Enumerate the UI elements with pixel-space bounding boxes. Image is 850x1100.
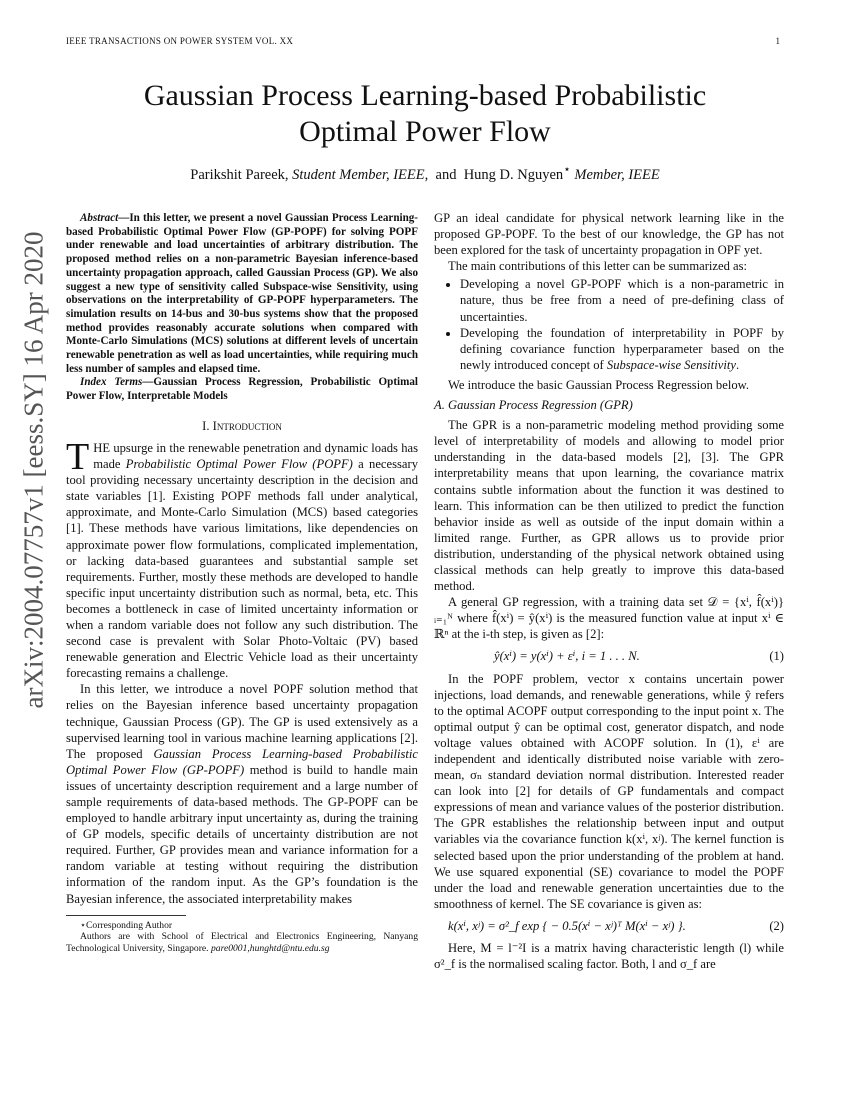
- arxiv-identifier: arXiv:2004.07757v1 [eess.SY] 16 Apr 2020: [18, 231, 49, 709]
- gpr-paragraph-1: The GPR is a non-parametric modeling method providing some level of interpretability of models and allowing to model prior understanding in the data-based models [2], [3]. The GPR interpretability means that upon learning, the covariance matrix contains subtle information about the function it was destined to learn. This information can be then utilized to predict the function behavior inside as well as outside of the input domain within a limited range. Further, as GPR allows us to provide prior distribution, understanding of the physical network obtained using classical methods can help greatly to improve this data-based method.: [434, 418, 784, 594]
- drop-cap: T: [66, 435, 90, 478]
- equation-1: [434, 648, 784, 664]
- index-terms-text: —Gaussian Process Regression, Probabilistic Optimal Power Flow, Interpretable Models: [66, 376, 418, 403]
- contribution-2-text: Developing the foundation of interpretability in POPF by defining covariance function hyperparameter based on the newly introduced concept of: [460, 325, 784, 372]
- intro-paragraph-2: [66, 681, 418, 906]
- left-column: [66, 212, 418, 954]
- popf-paragraph: In the POPF problem, vector x contains uncertain power injections, load demands, and renewable generations, while ŷ refers to the optimal ACOPF output corresponding to the input point x. The optimal output ŷ can be optimal cost, generator dispatch, and node voltage values obtained with ACOPF solution. In (1), εⁱ are independent and identically distributed noise variable with zero-mean, σₙ standard deviation normal distribution. Interested reader can look into [2] for details of GP fundamentals and compact expressions of mean and variance values of the posterior distribution. The GPR establishes the relationship between input and output variables via the covariance function k(xⁱ, xʲ). The kernel function is selected based upon the prior understanding of the problem at hand. We use squared exponential (SE) covariance to model the POPF under the load and renewable generation uncertainties due to the smoothness of kernel. The SE covariance is given as:: [434, 671, 784, 911]
- abstract-label: Abstract: [80, 212, 119, 224]
- author-emails: pare0001,hunghtd@ntu.edu.sg: [210, 942, 330, 954]
- contribution-item-2: [460, 325, 784, 373]
- author-1-role: Student Member, IEEE,: [292, 166, 429, 183]
- intro-paragraph-1: [66, 435, 418, 681]
- right-column: [434, 210, 784, 972]
- author-2: Hung D. Nguyen: [463, 166, 564, 183]
- corresponding-mark: ⋆: [563, 162, 571, 176]
- hyperparameter-paragraph: Here, M = l⁻²I is a matrix having characteristic length (l) while σ²_f is the normalised scaling factor. Both, l and σ_f are: [434, 941, 784, 972]
- author-line: [60, 162, 790, 184]
- equation-2-number: (2): [769, 918, 784, 933]
- intro-p1-text: HE upsurge in the renewable penetration and dynamic loads has made: [93, 440, 418, 472]
- equation-1-number: (1): [769, 649, 784, 664]
- footnote-affiliation: [66, 931, 418, 954]
- paper-title: [60, 78, 790, 150]
- abstract-text: —In this letter, we present a novel Gaussian Process Learning-based Probabilistic Optimal Power Flow (GP-POPF) for solving POPF under renewable and load uncertainties of arbitrary distribution. The proposed method relies on a non-parametric Bayesian inference-based uncertainty propagation approach, called Gaussian Process (GP). We also suggest a new type of sensitivity called Subspace-wise Sensitivity, using observations on the interpretability of GP-POPF hyperparameters. The simulation results on 14-bus and 30-bus systems show that the proposed method provides reasonably accurate solutions when compared with Monte-Carlo Simulations (MCS) solutions at different levels of uncertain renewable penetration as well as load uncertainties, while requiring much less number of samples and elapsed time.: [66, 212, 418, 375]
- contribution-item-1: • Developing a novel GP-POPF which is a non-parametric in nature, thus be free from a need of pre-defining class of uncertainties.: [460, 276, 784, 324]
- gpr-paragraph-2: A general GP regression, with a training data set 𝒟 = {xⁱ, f̂(xⁱ)}ᵢ₌₁ᴺ where f̂(xⁱ) = ŷ(xⁱ) is the measured function value at input xⁱ ∈ ℝⁿ at the i-th step, is given as [2]:: [434, 595, 784, 642]
- contributions-intro: The main contributions of this letter can be summarized as:: [448, 259, 748, 274]
- subspace-sensitivity-term: Subspace-wise Sensitivity: [606, 357, 736, 372]
- equation-2-body: k(xⁱ, xʲ) = σ²_f exp { − 0.5(xⁱ − xʲ)ᵀ M(xⁱ − xʲ) }.: [448, 918, 686, 933]
- popf-term: Probabilistic Optimal Power Flow (POPF): [125, 457, 353, 472]
- section-heading-introduction: I. Introduction: [202, 418, 282, 433]
- index-terms-label: Index Terms: [80, 376, 143, 389]
- contributions-list: [434, 276, 784, 373]
- running-header: IEEE TRANSACTIONS ON POWER SYSTEM VOL. XX: [66, 36, 294, 46]
- contribution-2-end: .: [735, 357, 740, 372]
- page-number: 1: [775, 36, 780, 46]
- intro-continuation: GP an ideal candidate for physical network learning like in the proposed GP-POPF. To the best of our knowledge, the GP has not been explored for the task of uncertainty propagation in OPF yet.: [434, 211, 784, 258]
- title-line-1: Gaussian Process Learning-based Probabilistic: [143, 79, 707, 112]
- abstract: [66, 212, 418, 376]
- author-1: Parikshit Pareek,: [190, 166, 289, 183]
- footnote-corresponding: ⋆Corresponding Author: [80, 919, 173, 931]
- equation-1-body: ŷ(xⁱ) = y(xⁱ) + εⁱ, i = 1 . . . N.: [494, 649, 640, 664]
- arxiv-sidebar: [14, 231, 54, 709]
- index-terms: [66, 376, 418, 403]
- intro-p2-text: In this letter, we introduce a novel POPF solution method that relies on the Bayesian inference based uncertainty propagation technique, Gaussian Process (GP). The GP is used extensively as a supervised learning tool in various machine learning applications [2]. The proposed: [66, 682, 418, 761]
- subsection-heading-gpr: A. Gaussian Process Regression (GPR): [434, 398, 633, 413]
- intro-p1-rest: a necessary tool providing necessary uncertainty description in the decision and state variables [1]. Existing POPF methods fall under analytical, approximate, and Monte-Carlo Simulation (MCS) based categories [1]. These methods have various limitations, like dependencies on approximate power flow formulations, complicated implementation, or lacking data-based guarantees and substantial sample set requirements. Further, mostly these methods are developed to handle specific input uncertainty distribution such as normal, beta, etc. This becomes a bottleneck in case of limited uncertainty information or when a random variable does not follow any such distribution. The second case is prevalent with Solar Photo-Voltaic (PV) based renewable generation and Electric Vehicle load as their uncertainty forecasting remains a challenge.: [66, 457, 418, 681]
- gpr-intro: We introduce the basic Gaussian Process Regression below.: [448, 377, 750, 392]
- author-2-role: Member, IEEE: [574, 166, 660, 183]
- affiliation-text: Authors are with School of Electrical and Electronics Engineering, Nanyang Technological University, Singapore.: [66, 931, 418, 954]
- gp-popf-term: Gaussian Process Learning-based Probabilistic Optimal Power Flow (GP-POPF): [66, 746, 418, 777]
- equation-2: [434, 918, 784, 934]
- title-line-2: Optimal Power Flow: [299, 115, 551, 148]
- intro-p2-rest: method is build to handle main issues of uncertainty description requirement and a large number of sample requirements of data-based methods. The GP-POPF can be employed to handle arbitrary input uncertainty as, during the training of GP models, specific details of uncertainty distribution are not required. Further, GP provides mean and variance information for a random variable at testing without requiring the distribution information of the random input. As the GP’s foundation is the Bayesian inference, the associated interpretability makes: [66, 762, 418, 906]
- author-conjunction: and: [435, 166, 457, 183]
